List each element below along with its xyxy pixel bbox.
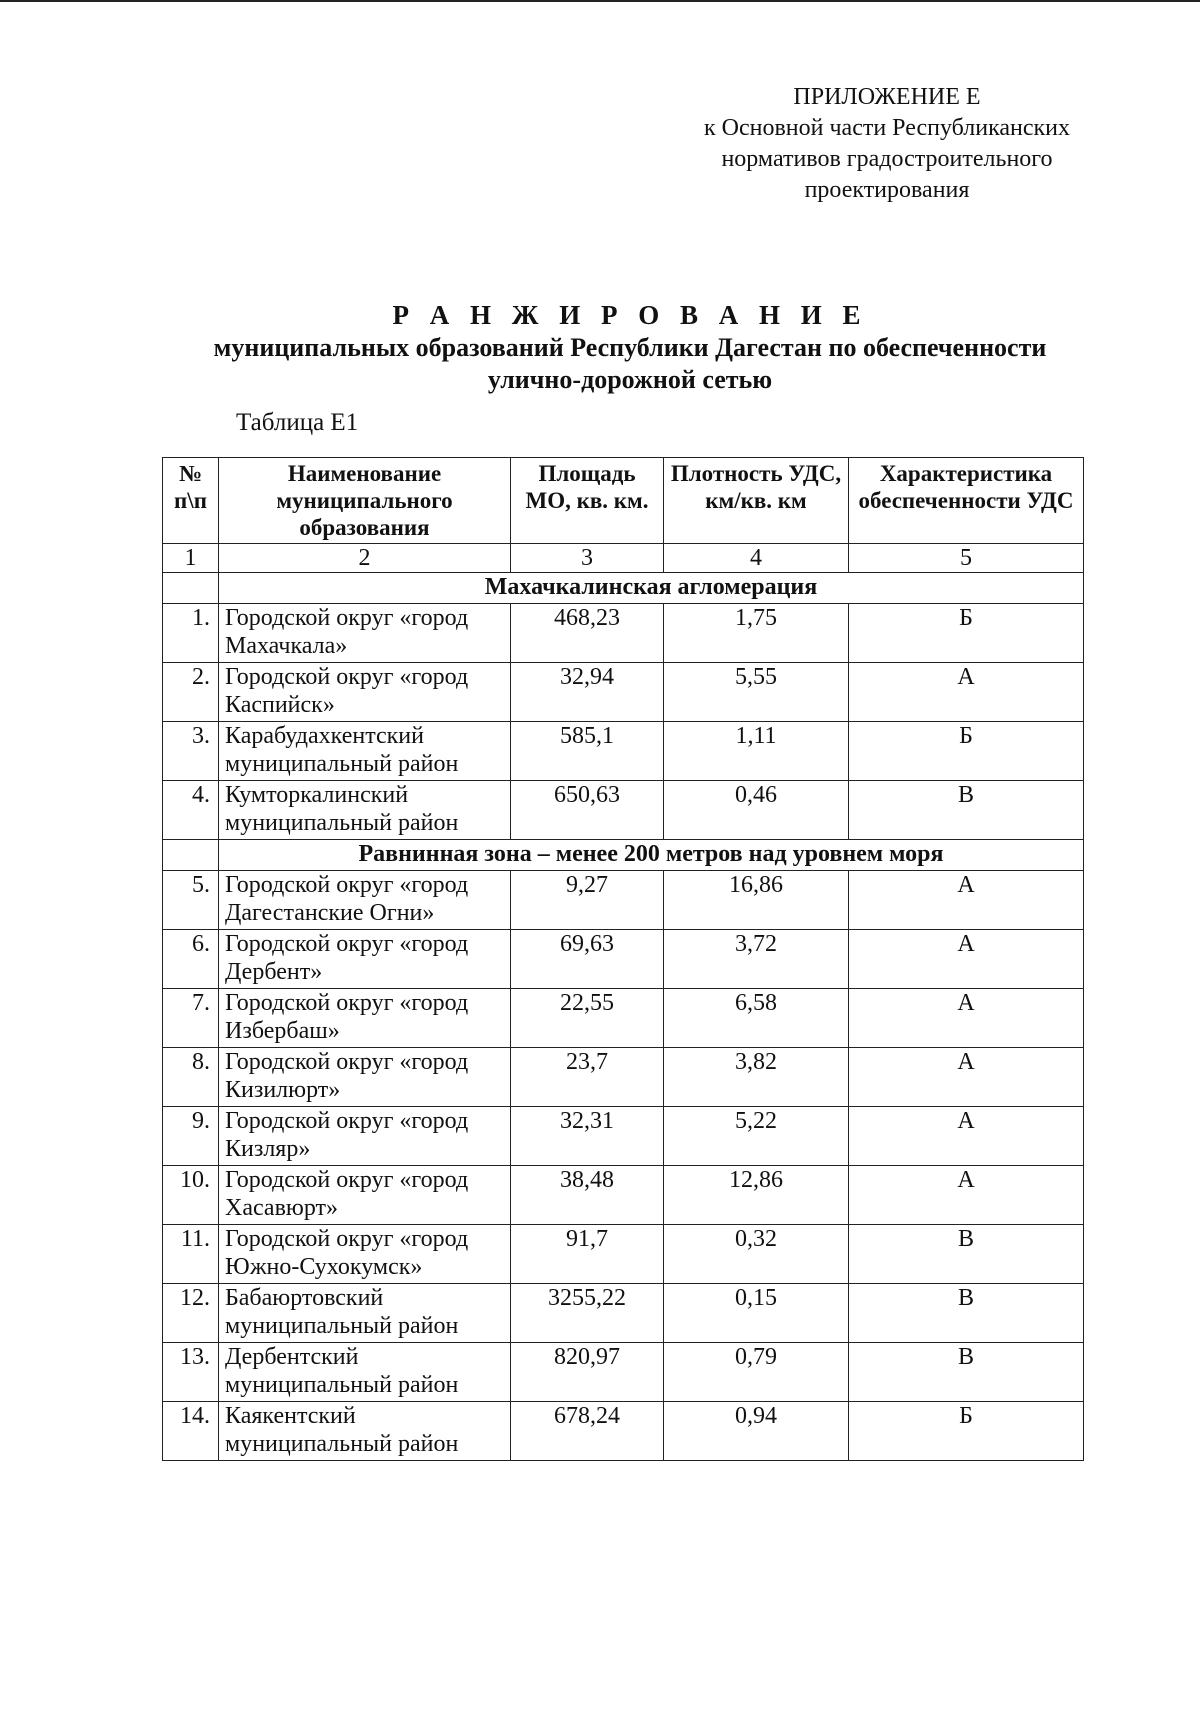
- row-area: 468,23: [511, 604, 664, 663]
- table-row: [163, 871, 1084, 930]
- row-number: 4.: [163, 781, 219, 840]
- row-area: 91,7: [511, 1225, 664, 1284]
- header-density: Плотность УДС, км/кв. км: [664, 458, 849, 544]
- row-number: 5.: [163, 871, 219, 930]
- row-area: 32,31: [511, 1107, 664, 1166]
- row-area: 9,27: [511, 871, 664, 930]
- appendix-line: проектирования: [804, 177, 970, 203]
- row-grade: Б: [849, 1402, 1084, 1461]
- row-name: Городской округ «город Каспийск»: [219, 663, 511, 722]
- row-grade: В: [849, 1225, 1084, 1284]
- row-name: Городской округ «город Дагестанские Огни»: [219, 871, 511, 930]
- table-row: [163, 1107, 1084, 1166]
- row-grade: А: [849, 663, 1084, 722]
- row-number: 7.: [163, 989, 219, 1048]
- appendix-line: нормативов градостроительного: [721, 146, 1053, 172]
- row-area: 22,55: [511, 989, 664, 1048]
- title-subtitle: муниципальных образований Республики Дагестан по обеспеченности: [213, 333, 1047, 362]
- table-row: [163, 1166, 1084, 1225]
- row-area: 678,24: [511, 1402, 664, 1461]
- header-grade: Характеристика обеспеченности УДС: [849, 458, 1084, 544]
- row-name: Городской округ «город Избербаш»: [219, 989, 511, 1048]
- appendix-line: к Основной части Республиканских: [703, 115, 1071, 141]
- row-name: Городской округ «город Кизляр»: [219, 1107, 511, 1166]
- column-number: 3: [511, 544, 664, 573]
- row-density: 0,79: [664, 1343, 849, 1402]
- column-number: 1: [163, 544, 219, 573]
- column-number: 4: [664, 544, 849, 573]
- section-row: [163, 840, 1084, 871]
- row-area: 69,63: [511, 930, 664, 989]
- row-number: 2.: [163, 663, 219, 722]
- row-grade: В: [849, 1284, 1084, 1343]
- section-empty-cell: [163, 573, 219, 604]
- row-density: 0,15: [664, 1284, 849, 1343]
- table-row: [163, 1343, 1084, 1402]
- row-grade: В: [849, 1343, 1084, 1402]
- table-body: [163, 544, 1084, 1461]
- row-number: 9.: [163, 1107, 219, 1166]
- row-density: 1,11: [664, 722, 849, 781]
- header-number: № п\п: [163, 458, 219, 544]
- table-row: [163, 1402, 1084, 1461]
- column-number-row: [163, 544, 1084, 573]
- column-number: 2: [219, 544, 511, 573]
- row-area: 585,1: [511, 722, 664, 781]
- row-area: 23,7: [511, 1048, 664, 1107]
- row-grade: А: [849, 871, 1084, 930]
- row-density: 0,46: [664, 781, 849, 840]
- row-density: 12,86: [664, 1166, 849, 1225]
- row-grade: А: [849, 989, 1084, 1048]
- table-row: [163, 722, 1084, 781]
- header-name: Наименование муниципального образования: [219, 458, 511, 544]
- row-density: 0,94: [664, 1402, 849, 1461]
- row-grade: В: [849, 781, 1084, 840]
- row-density: 5,55: [664, 663, 849, 722]
- row-name: Городской округ «город Хасавюрт»: [219, 1166, 511, 1225]
- row-density: 16,86: [664, 871, 849, 930]
- row-name: Каякентский муниципальный район: [219, 1402, 511, 1461]
- row-density: 6,58: [664, 989, 849, 1048]
- row-name: Кумторкалинский муниципальный район: [219, 781, 511, 840]
- row-density: 3,72: [664, 930, 849, 989]
- table-row: [163, 1284, 1084, 1343]
- row-area: 3255,22: [511, 1284, 664, 1343]
- section-title: Равнинная зона – менее 200 метров над уровнем моря: [219, 840, 1084, 871]
- row-number: 13.: [163, 1343, 219, 1402]
- row-grade: А: [849, 1048, 1084, 1107]
- row-density: 0,32: [664, 1225, 849, 1284]
- title-main: Р А Н Ж И Р О В А Н И Е: [392, 300, 868, 330]
- table-row: [163, 989, 1084, 1048]
- section-title: Махачкалинская агломерация: [219, 573, 1084, 604]
- row-density: 3,82: [664, 1048, 849, 1107]
- row-number: 8.: [163, 1048, 219, 1107]
- row-number: 1.: [163, 604, 219, 663]
- row-name: Городской округ «город Дербент»: [219, 930, 511, 989]
- row-name: Бабаюртовский муниципальный район: [219, 1284, 511, 1343]
- column-number: 5: [849, 544, 1084, 573]
- row-number: 6.: [163, 930, 219, 989]
- table-row: [163, 1225, 1084, 1284]
- document-title: [140, 298, 1120, 396]
- row-name: Дербентский муниципальный район: [219, 1343, 511, 1402]
- row-number: 14.: [163, 1402, 219, 1461]
- ranking-table: [162, 457, 1084, 1461]
- table-row: [163, 604, 1084, 663]
- table-row: [163, 781, 1084, 840]
- row-grade: Б: [849, 604, 1084, 663]
- row-grade: А: [849, 930, 1084, 989]
- row-grade: А: [849, 1166, 1084, 1225]
- table-row: [163, 930, 1084, 989]
- appendix-heading: [677, 82, 1097, 206]
- row-grade: А: [849, 1107, 1084, 1166]
- row-density: 5,22: [664, 1107, 849, 1166]
- row-number: 10.: [163, 1166, 219, 1225]
- row-grade: Б: [849, 722, 1084, 781]
- header-area: Площадь МО, кв. км.: [511, 458, 664, 544]
- section-row: [163, 573, 1084, 604]
- row-density: 1,75: [664, 604, 849, 663]
- row-area: 32,94: [511, 663, 664, 722]
- row-number: 3.: [163, 722, 219, 781]
- table-row: [163, 1048, 1084, 1107]
- row-name: Городской округ «город Южно-Сухокумск»: [219, 1225, 511, 1284]
- table-header-row: [163, 458, 1084, 544]
- section-empty-cell: [163, 840, 219, 871]
- appendix-label: ПРИЛОЖЕНИЕ Е: [793, 84, 981, 110]
- scan-top-border: [0, 0, 1200, 2]
- row-area: 650,63: [511, 781, 664, 840]
- row-number: 11.: [163, 1225, 219, 1284]
- row-name: Городской округ «город Кизилюрт»: [219, 1048, 511, 1107]
- row-name: Карабудахкентский муниципальный район: [219, 722, 511, 781]
- row-name: Городской округ «город Махачкала»: [219, 604, 511, 663]
- title-subtitle: улично-дорожной сетью: [487, 365, 773, 394]
- row-number: 12.: [163, 1284, 219, 1343]
- row-area: 38,48: [511, 1166, 664, 1225]
- table-row: [163, 663, 1084, 722]
- table-caption: Таблица Е1: [236, 409, 359, 436]
- row-area: 820,97: [511, 1343, 664, 1402]
